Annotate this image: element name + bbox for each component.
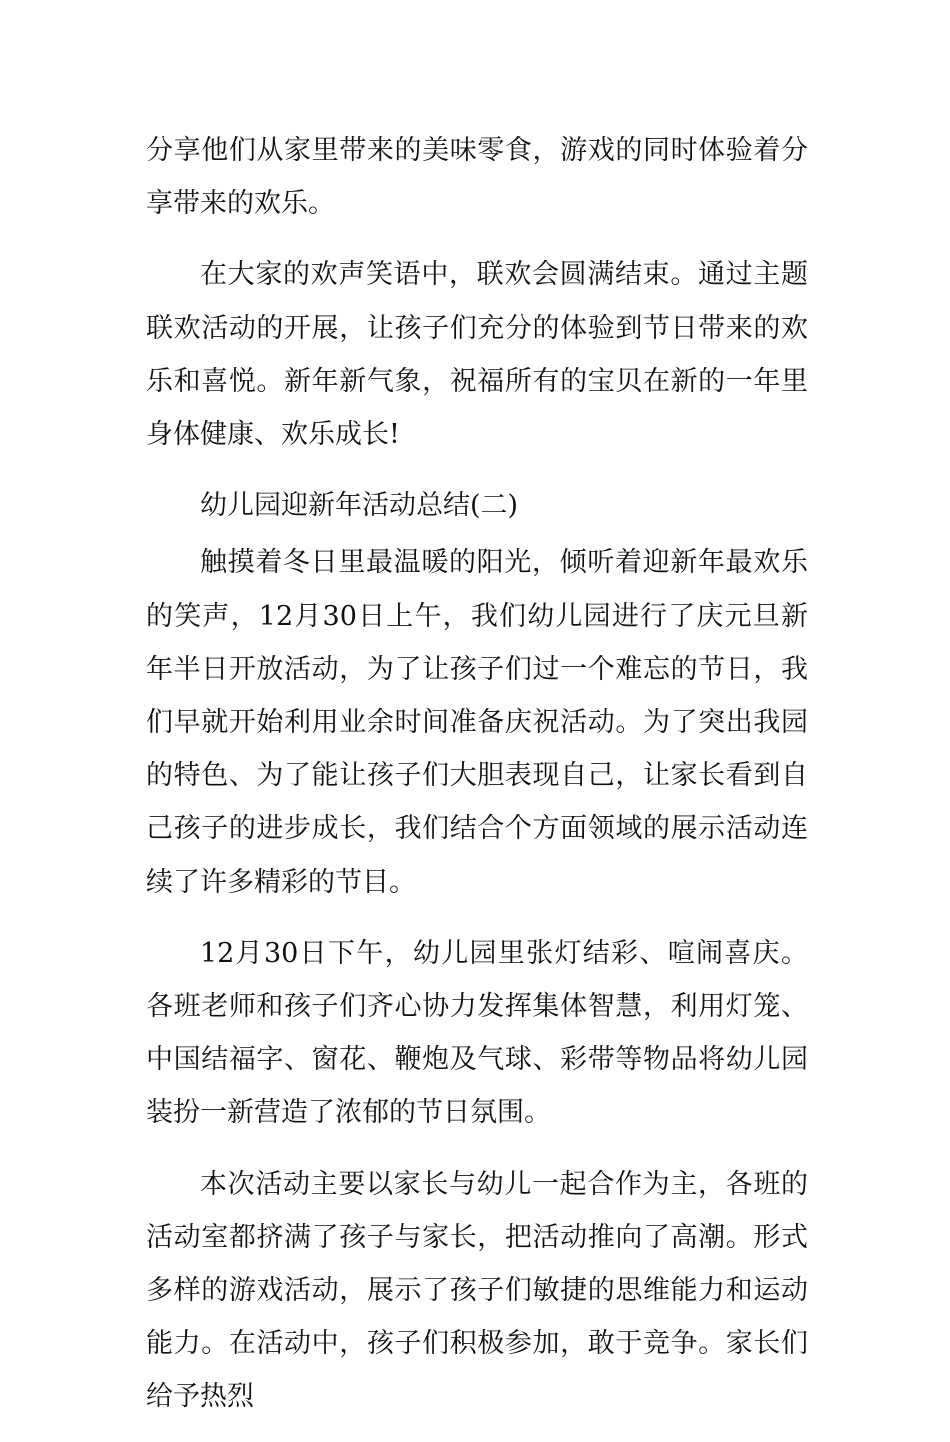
- section-heading: 幼儿园迎新年活动总结(二): [200, 490, 519, 522]
- document-body: [146, 124, 808, 1442]
- paragraph-decoration: 12月30日下午，幼儿园里张灯结彩、喧闹喜庆。各班老师和孩子们齐心协力发挥集体智慧，利用灯笼、中国结福字、窗花、鞭炮及气球、彩带等物品将幼儿园装扮一新营造了浓郁的节日氛围。: [146, 937, 808, 1129]
- paragraph-intro: 触摸着冬日里最温暖的阳光，倾听着迎新年最欢乐的笑声，12月30日上午，我们幼儿园进行了庆元旦新年半日开放活动，为了让孩子们过一个难忘的节日，我们早就开始利用业余时间准备庆祝活动。为了突出我园的特色、为了能让孩子们大胆表现自己，让家长看到自己孩子的进步成长，我们结合个方面领域的展示活动连续了许多精彩的节目。: [146, 547, 808, 898]
- paragraph-closing: 在大家的欢声笑语中，联欢会圆满结束。通过主题联欢活动的开展，让孩子们充分的体验到节日带来的欢乐和喜悦。新年新气象，祝福所有的宝贝在新的一年里身体健康、欢乐成长!: [146, 259, 808, 451]
- paragraph-continuation: 分享他们从家里带来的美味零食，游戏的同时体验着分享带来的欢乐。: [146, 135, 808, 220]
- paragraph-activity: 本次活动主要以家长与幼儿一起合作为主，各班的活动室都挤满了孩子与家长，把活动推向了高潮。形式多样的游戏活动，展示了孩子们敏捷的思维能力和运动能力。在活动中，孩子们积极参加，敢于竞争。家长们给予热烈: [146, 1168, 808, 1413]
